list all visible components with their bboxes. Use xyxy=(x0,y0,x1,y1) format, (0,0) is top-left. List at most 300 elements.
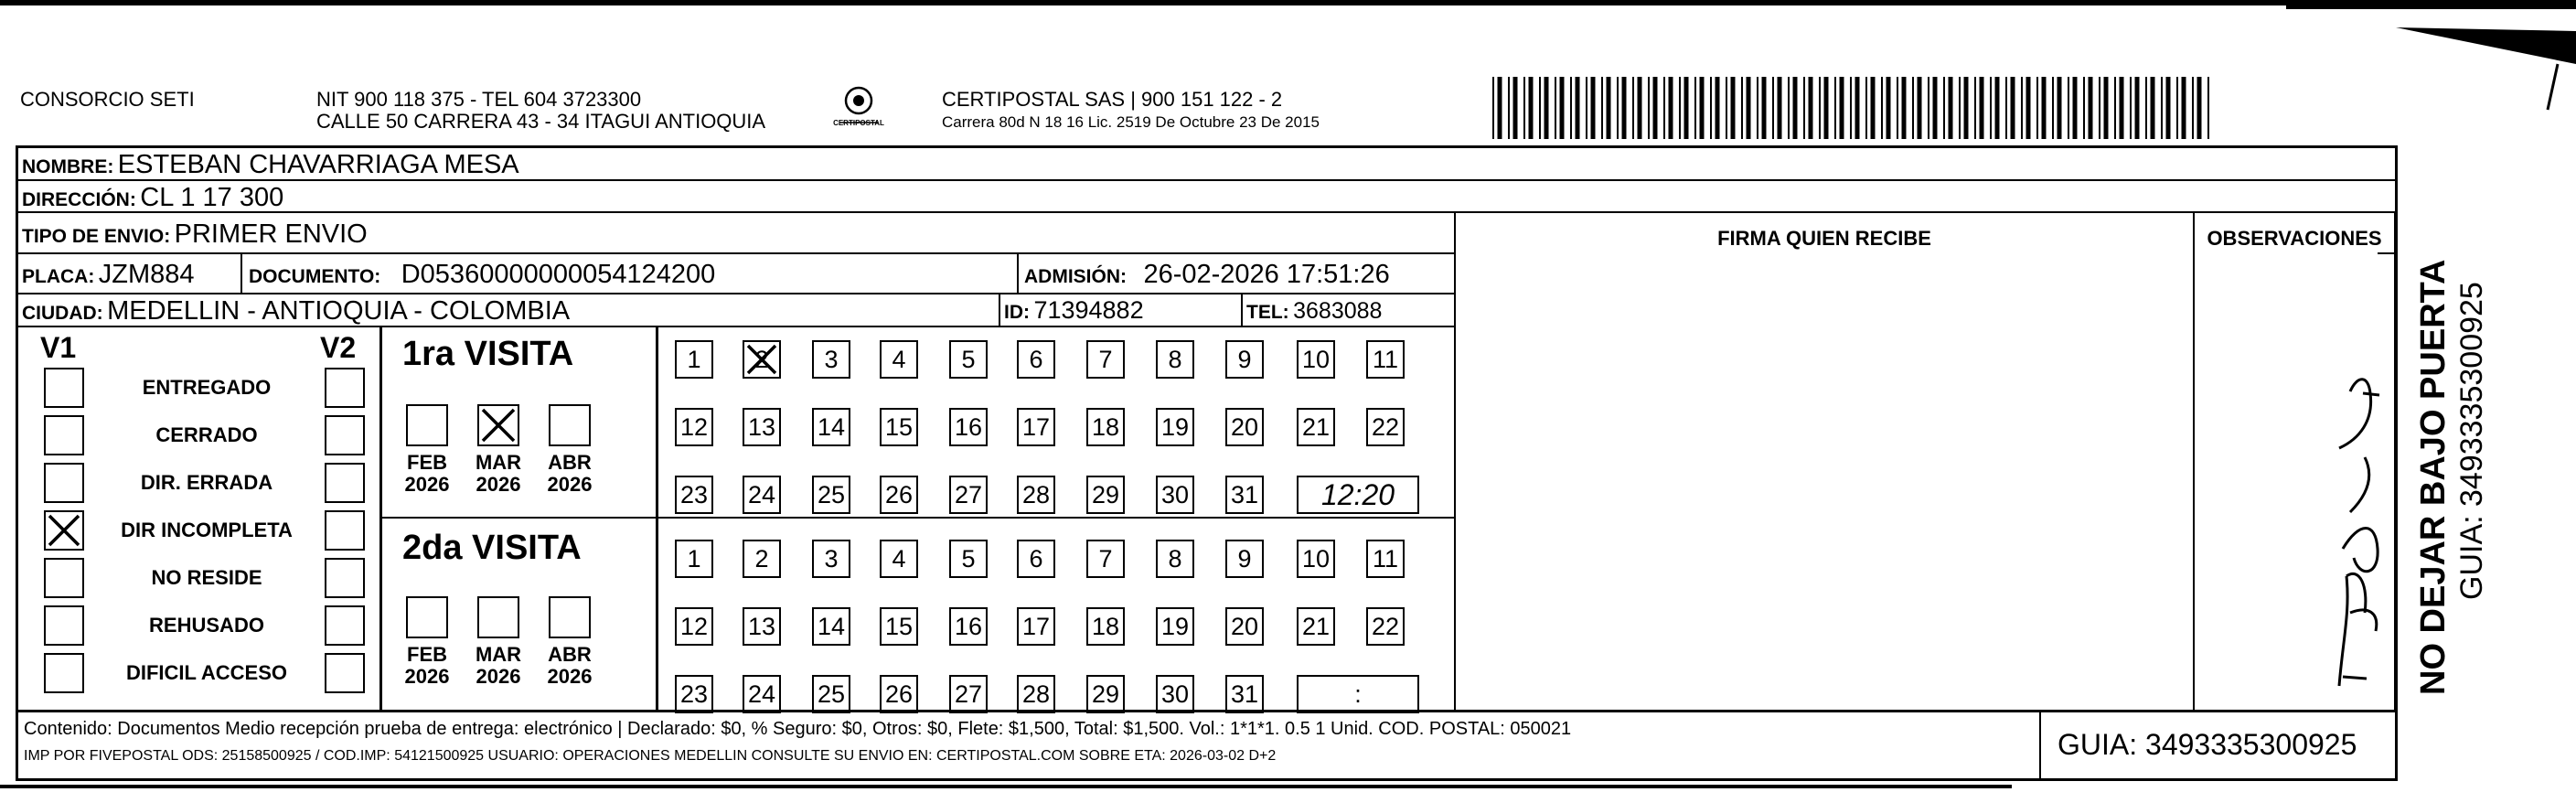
day-box[interactable] xyxy=(880,607,918,646)
footer-guia: GUIA: 3493335300925 xyxy=(2058,728,2357,761)
carrier-line: CERTIPOSTAL SAS | 900 151 122 - 2 xyxy=(942,88,1283,111)
day-box[interactable] xyxy=(880,476,918,514)
v1-checkbox[interactable] xyxy=(44,653,84,693)
v2-checkbox[interactable] xyxy=(325,558,365,598)
rule-h4 xyxy=(16,293,1456,294)
day-number: 1 xyxy=(687,544,701,573)
barcode-bar xyxy=(1607,77,1611,139)
barcode-bar xyxy=(1974,77,1976,139)
barcode-bar xyxy=(2099,77,2100,139)
day-number: 19 xyxy=(1160,412,1190,441)
day-box[interactable] xyxy=(1086,340,1125,379)
day-box[interactable] xyxy=(949,540,988,578)
day-box[interactable] xyxy=(1225,408,1264,446)
x-mark-icon xyxy=(46,512,82,549)
day-box[interactable] xyxy=(675,675,713,713)
ciudad-value: MEDELLIN - ANTIOQUIA - COLOMBIA xyxy=(107,296,571,326)
day-box[interactable] xyxy=(949,340,988,379)
month-label xyxy=(395,644,459,688)
tel-cell xyxy=(1246,298,1382,325)
day-box[interactable] xyxy=(880,408,918,446)
barcode-bar xyxy=(1669,77,1673,139)
day-box[interactable] xyxy=(880,340,918,379)
barcode-bar xyxy=(1803,77,1805,139)
barcode-bar xyxy=(2104,77,2109,139)
day-number: 11 xyxy=(1372,544,1399,573)
day-box[interactable] xyxy=(1156,408,1194,446)
day-box[interactable] xyxy=(743,476,781,514)
rule-tel xyxy=(1241,294,1243,326)
time-value: 12:20 xyxy=(1320,477,1395,511)
barcode-bar xyxy=(2083,77,2085,139)
day-number: 8 xyxy=(1168,345,1182,373)
status-label: NO RESIDE xyxy=(151,566,262,589)
barcode-bar xyxy=(1912,77,1914,139)
day-box[interactable] xyxy=(675,607,713,646)
day-number: 17 xyxy=(1021,612,1051,640)
day-box[interactable] xyxy=(1017,476,1055,514)
day-box[interactable] xyxy=(1086,476,1125,514)
rule-placa xyxy=(240,254,242,294)
ciudad-label: CIUDAD: xyxy=(22,303,103,324)
barcode-bar xyxy=(1716,77,1720,139)
day-box[interactable] xyxy=(743,607,781,646)
day-number: 22 xyxy=(1371,412,1400,441)
day-number: 27 xyxy=(954,680,983,708)
day-box[interactable] xyxy=(1297,408,1335,446)
month-year: 2026 xyxy=(547,473,593,496)
barcode-bar xyxy=(2114,77,2116,139)
day-number: 20 xyxy=(1230,612,1259,640)
day-number: 6 xyxy=(1029,544,1043,573)
day-box[interactable] xyxy=(1086,540,1125,578)
v2-checkbox[interactable] xyxy=(325,415,365,455)
day-number: 31 xyxy=(1230,480,1259,508)
day-box[interactable] xyxy=(1017,540,1055,578)
id-cell xyxy=(1004,296,1144,325)
v2-checkbox[interactable] xyxy=(325,653,365,693)
id-label: ID: xyxy=(1004,302,1030,323)
day-number: 29 xyxy=(1091,680,1120,708)
day-box[interactable] xyxy=(1225,340,1264,379)
day-number: 11 xyxy=(1372,345,1399,373)
day-number: 25 xyxy=(817,480,846,508)
day-box[interactable] xyxy=(1297,540,1335,578)
license-line: Carrera 80d N 18 16 Lic. 2519 De Octubre 23 De 2015 xyxy=(942,113,1320,131)
day-number: 5 xyxy=(961,345,976,373)
barcode-bar xyxy=(1523,77,1525,139)
day-number: 24 xyxy=(747,480,776,508)
month-year: 2026 xyxy=(404,665,450,688)
barcode-bar xyxy=(1819,77,1821,139)
day-number: 14 xyxy=(817,412,846,441)
barcode-bar xyxy=(2005,77,2007,139)
barcode-bar xyxy=(1726,77,1727,139)
day-number: 6 xyxy=(1029,345,1043,373)
barcode-bar xyxy=(1757,77,1758,139)
barcode-bar xyxy=(1663,77,1665,139)
v1-checkbox[interactable] xyxy=(44,463,84,503)
side-guia: GUIA: 3493335300925 xyxy=(2454,282,2489,600)
barcode-bar xyxy=(2068,77,2069,139)
day-number: 12 xyxy=(679,612,709,640)
day-number: 8 xyxy=(1168,544,1182,573)
day-box[interactable] xyxy=(1156,607,1194,646)
barcode-bar xyxy=(1964,77,1969,139)
barcode-bar xyxy=(1933,77,1938,139)
month-name: FEB xyxy=(407,451,447,474)
barcode-bar xyxy=(1684,77,1689,139)
barcode-bar xyxy=(2052,77,2054,139)
barcode-bar xyxy=(2011,77,2015,139)
day-box[interactable] xyxy=(1017,607,1055,646)
day-box[interactable] xyxy=(812,476,850,514)
rule-visit xyxy=(656,326,658,711)
day-number: 4 xyxy=(892,544,906,573)
time-value: : xyxy=(1354,680,1362,708)
v2-checkbox[interactable] xyxy=(325,605,365,646)
status-label: DIFICIL ACCESO xyxy=(125,661,287,684)
x-mark-icon xyxy=(479,406,518,444)
barcode-bar xyxy=(1995,77,2000,139)
day-number: 5 xyxy=(961,544,976,573)
barcode-bar xyxy=(2120,77,2124,139)
barcode-bar xyxy=(1959,77,1961,139)
day-number: 30 xyxy=(1160,480,1190,508)
v1-checkbox[interactable] xyxy=(44,558,84,598)
day-number: 2 xyxy=(754,544,769,573)
barcode-bar xyxy=(1918,77,1922,139)
top-edge xyxy=(0,0,2576,5)
ciudad-cell xyxy=(22,296,570,326)
month-name: MAR xyxy=(475,451,522,474)
day-box[interactable] xyxy=(743,540,781,578)
nombre-row xyxy=(22,150,519,180)
barcode xyxy=(1492,77,2217,139)
day-box[interactable] xyxy=(1017,340,1055,379)
barcode-bar xyxy=(2073,77,2078,139)
barcode-bar xyxy=(1762,77,1767,139)
barcode-bar xyxy=(1731,77,1736,139)
day-box[interactable] xyxy=(880,540,918,578)
barcode-bar xyxy=(1834,77,1836,139)
direccion-value: CL 1 17 300 xyxy=(140,183,284,212)
day-box[interactable] xyxy=(812,540,850,578)
day-box[interactable] xyxy=(1225,675,1264,713)
bottom-edge xyxy=(0,785,2012,788)
barcode-bar xyxy=(1747,77,1751,139)
month-checkbox[interactable] xyxy=(406,596,448,638)
day-box[interactable] xyxy=(743,675,781,713)
month-name: MAR xyxy=(475,643,522,666)
time-box[interactable] xyxy=(1297,476,1419,514)
day-box[interactable] xyxy=(1156,675,1194,713)
visita1-title: 1ra VISITA xyxy=(402,335,574,373)
rule-id xyxy=(999,294,1000,326)
admision-label: ADMISIÓN: xyxy=(1024,266,1127,287)
day-number: 23 xyxy=(679,680,709,708)
barcode-bar xyxy=(1648,77,1650,139)
barcode-bar xyxy=(1990,77,1992,139)
day-box[interactable] xyxy=(675,476,713,514)
barcode-bar xyxy=(1980,77,1984,139)
day-box[interactable] xyxy=(1156,340,1194,379)
tipo-row xyxy=(22,219,368,250)
v1-checkbox[interactable] xyxy=(44,510,84,551)
side-warning: NO DEJAR BAJO PUERTA xyxy=(2414,259,2453,695)
day-number: 10 xyxy=(1301,345,1331,373)
month-checkbox[interactable] xyxy=(406,404,448,446)
day-box[interactable] xyxy=(812,607,850,646)
barcode-bar xyxy=(1871,77,1876,139)
day-number: 7 xyxy=(1098,345,1113,373)
barcode-bar xyxy=(1617,77,1619,139)
day-box[interactable] xyxy=(743,340,781,379)
barcode-bar xyxy=(1492,77,1494,139)
month-name: FEB xyxy=(407,643,447,666)
barcode-bar xyxy=(2145,77,2147,139)
day-box[interactable] xyxy=(1366,607,1405,646)
barcode-bar xyxy=(1887,77,1891,139)
v1-label: V1 xyxy=(40,331,77,364)
day-box[interactable] xyxy=(1366,340,1405,379)
day-box[interactable] xyxy=(1156,540,1194,578)
status-label: ENTREGADO xyxy=(142,376,272,399)
day-number: 25 xyxy=(817,680,846,708)
barcode-bar xyxy=(2042,77,2047,139)
day-number: 29 xyxy=(1091,480,1120,508)
day-box[interactable] xyxy=(1366,540,1405,578)
day-box[interactable] xyxy=(1225,476,1264,514)
id-value: 71394882 xyxy=(1033,296,1144,324)
day-number: 3 xyxy=(824,544,839,573)
barcode-bar xyxy=(2192,77,2194,139)
status-label: DIR. ERRADA xyxy=(140,471,273,494)
day-number: 15 xyxy=(884,412,914,441)
handwritten-signature xyxy=(2323,338,2396,695)
nombre-value: ESTEBAN CHAVARRIAGA MESA xyxy=(117,150,519,179)
barcode-bar xyxy=(2021,77,2023,139)
day-box[interactable] xyxy=(1017,408,1055,446)
day-number: 3 xyxy=(824,345,839,373)
barcode-bar xyxy=(1638,77,1642,139)
day-number: 12 xyxy=(679,412,709,441)
tipo-value: PRIMER ENVIO xyxy=(174,219,368,249)
day-box[interactable] xyxy=(743,408,781,446)
day-number: 13 xyxy=(747,612,776,640)
day-box[interactable] xyxy=(675,540,713,578)
day-box[interactable] xyxy=(675,408,713,446)
tel-value: 3683088 xyxy=(1293,298,1383,324)
status-label: CERRADO xyxy=(155,423,258,446)
day-box[interactable] xyxy=(1366,408,1405,446)
rule-h3 xyxy=(16,252,1456,254)
barcode-bar xyxy=(1570,77,1572,139)
day-box[interactable] xyxy=(812,408,850,446)
day-box[interactable] xyxy=(1156,476,1194,514)
day-box[interactable] xyxy=(1297,607,1335,646)
rule-mid-v xyxy=(381,517,1456,519)
barcode-bar xyxy=(2036,77,2038,139)
day-number: 26 xyxy=(884,680,914,708)
barcode-bar xyxy=(1653,77,1658,139)
day-box[interactable] xyxy=(949,607,988,646)
tel-label: TEL: xyxy=(1246,302,1289,323)
direccion-row xyxy=(22,183,283,213)
day-box[interactable] xyxy=(812,340,850,379)
barcode-bar xyxy=(1928,77,1929,139)
barcode-bar xyxy=(1943,77,1945,139)
day-box[interactable] xyxy=(1086,675,1125,713)
day-box[interactable] xyxy=(949,476,988,514)
barcode-bar xyxy=(1881,77,1883,139)
v1-checkbox[interactable] xyxy=(44,605,84,646)
day-number: 9 xyxy=(1237,345,1252,373)
firma-header: FIRMA QUIEN RECIBE xyxy=(1717,227,1931,250)
placa-value: JZM884 xyxy=(98,260,195,289)
footer-print-info: IMP POR FIVEPOSTAL ODS: 25158500925 / COD.IMP: 54121500925 USUARIO: OPERACIONES MEDELLIN CONSULTE SU ENVIO EN: CERTIPOSTAL.COM SOBRE ETA: 2026-03-02 D+2 xyxy=(24,748,1277,764)
observaciones-header: OBSERVACIONES xyxy=(2207,227,2382,250)
admision-cell xyxy=(1024,260,1390,290)
documento-value: D05360000000054124200 xyxy=(401,260,716,289)
month-label xyxy=(395,452,459,496)
rule-h2 xyxy=(16,211,2398,213)
day-number: 28 xyxy=(1021,480,1051,508)
barcode-bar xyxy=(1772,77,1774,139)
v2-checkbox[interactable] xyxy=(325,463,365,503)
day-number: 24 xyxy=(747,680,776,708)
day-box[interactable] xyxy=(675,340,713,379)
barcode-bar xyxy=(1788,77,1790,139)
barcode-bar xyxy=(2026,77,2031,139)
documento-label: DOCUMENTO: xyxy=(249,266,381,287)
barcode-bar xyxy=(1710,77,1712,139)
month-year: 2026 xyxy=(404,473,450,496)
barcode-bar xyxy=(2058,77,2062,139)
barcode-bar xyxy=(2135,77,2140,139)
v1-checkbox[interactable] xyxy=(44,368,84,408)
barcode-bar xyxy=(1591,77,1596,139)
v2-checkbox[interactable] xyxy=(325,510,365,551)
barcode-bar xyxy=(1513,77,1518,139)
rule-guia xyxy=(2039,711,2041,781)
barcode-bar xyxy=(1529,77,1534,139)
barcode-bar xyxy=(1555,77,1556,139)
day-number: 18 xyxy=(1091,612,1120,640)
logo-text: CERTIPOSTAL xyxy=(833,119,884,127)
day-number: 22 xyxy=(1371,612,1400,640)
barcode-bar xyxy=(1679,77,1681,139)
status-label: REHUSADO xyxy=(149,614,264,637)
day-number: 2 xyxy=(754,345,769,373)
day-box[interactable] xyxy=(1225,540,1264,578)
barcode-bar xyxy=(1824,77,1829,139)
month-label xyxy=(466,452,530,496)
rule-admision xyxy=(1017,254,1019,294)
barcode-bar xyxy=(2182,77,2186,139)
day-number: 16 xyxy=(954,412,983,441)
barcode-bar xyxy=(1809,77,1813,139)
day-box[interactable] xyxy=(1086,607,1125,646)
day-box[interactable] xyxy=(949,408,988,446)
right-edge-mark xyxy=(2378,9,2576,137)
barcode-bar xyxy=(1694,77,1696,139)
barcode-bar xyxy=(1897,77,1898,139)
barcode-bar xyxy=(2207,77,2209,139)
barcode-bar xyxy=(1865,77,1867,139)
day-number: 27 xyxy=(954,480,983,508)
rule-firma-left xyxy=(1454,212,1456,711)
day-box[interactable] xyxy=(1297,340,1335,379)
barcode-bar xyxy=(1855,77,1860,139)
month-checkbox[interactable] xyxy=(477,596,519,638)
day-box[interactable] xyxy=(1086,408,1125,446)
barcode-bar xyxy=(2130,77,2132,139)
x-mark-icon xyxy=(744,342,779,377)
v2-checkbox[interactable] xyxy=(325,368,365,408)
month-year: 2026 xyxy=(476,665,521,688)
tipo-label: TIPO DE ENVIO: xyxy=(22,226,171,247)
barcode-bar xyxy=(1778,77,1782,139)
day-number: 13 xyxy=(747,412,776,441)
barcode-bar xyxy=(2161,77,2163,139)
nit-line: NIT 900 118 375 - TEL 604 3723300 xyxy=(316,88,642,111)
footer-content: Contenido: Documentos Medio recepción prueba de entrega: electrónico | Declarado: $0, % Seguro: $0, Otros: $0, Flete: $1,500, Total: $1,500. Vol.: 1*1*1. 0.5 1 Unid. COD. POSTAL: 050021 xyxy=(24,719,1572,739)
barcode-bar xyxy=(1793,77,1798,139)
barcode-bar xyxy=(1622,77,1627,139)
day-box[interactable] xyxy=(1017,675,1055,713)
day-number: 28 xyxy=(1021,680,1051,708)
day-box[interactable] xyxy=(1225,607,1264,646)
company-name: CONSORCIO SETI xyxy=(20,88,195,111)
barcode-bar xyxy=(1700,77,1705,139)
time-box[interactable] xyxy=(1297,675,1419,713)
status-label: DIR INCOMPLETA xyxy=(121,519,293,541)
barcode-bar xyxy=(2089,77,2093,139)
barcode-bar xyxy=(2151,77,2155,139)
month-label xyxy=(466,644,530,688)
barcode-bar xyxy=(1840,77,1844,139)
day-number: 16 xyxy=(954,612,983,640)
address-line: CALLE 50 CARRERA 43 - 34 ITAGUI ANTIOQUIA xyxy=(316,110,766,133)
v2-label: V2 xyxy=(320,331,357,364)
logo-icon xyxy=(827,84,891,135)
month-year: 2026 xyxy=(476,473,521,496)
day-number: 30 xyxy=(1160,680,1190,708)
barcode-bar xyxy=(1545,77,1549,139)
top-edge-right xyxy=(2286,0,2576,9)
barcode-bar xyxy=(2166,77,2171,139)
nombre-label: NOMBRE: xyxy=(22,156,114,177)
direccion-label: DIRECCIÓN: xyxy=(22,189,136,210)
barcode-bar xyxy=(2176,77,2178,139)
barcode-bar xyxy=(1850,77,1852,139)
barcode-bar xyxy=(1560,77,1565,139)
v1-checkbox[interactable] xyxy=(44,415,84,455)
month-label xyxy=(538,644,602,688)
month-checkbox[interactable] xyxy=(549,596,591,638)
month-checkbox[interactable] xyxy=(549,404,591,446)
month-checkbox[interactable] xyxy=(477,404,519,446)
day-number: 1 xyxy=(687,345,701,373)
day-box[interactable] xyxy=(949,675,988,713)
day-box[interactable] xyxy=(812,675,850,713)
barcode-bar xyxy=(1539,77,1541,139)
day-number: 20 xyxy=(1230,412,1259,441)
day-number: 10 xyxy=(1301,544,1331,573)
day-box[interactable] xyxy=(880,675,918,713)
rule-status xyxy=(379,326,382,711)
